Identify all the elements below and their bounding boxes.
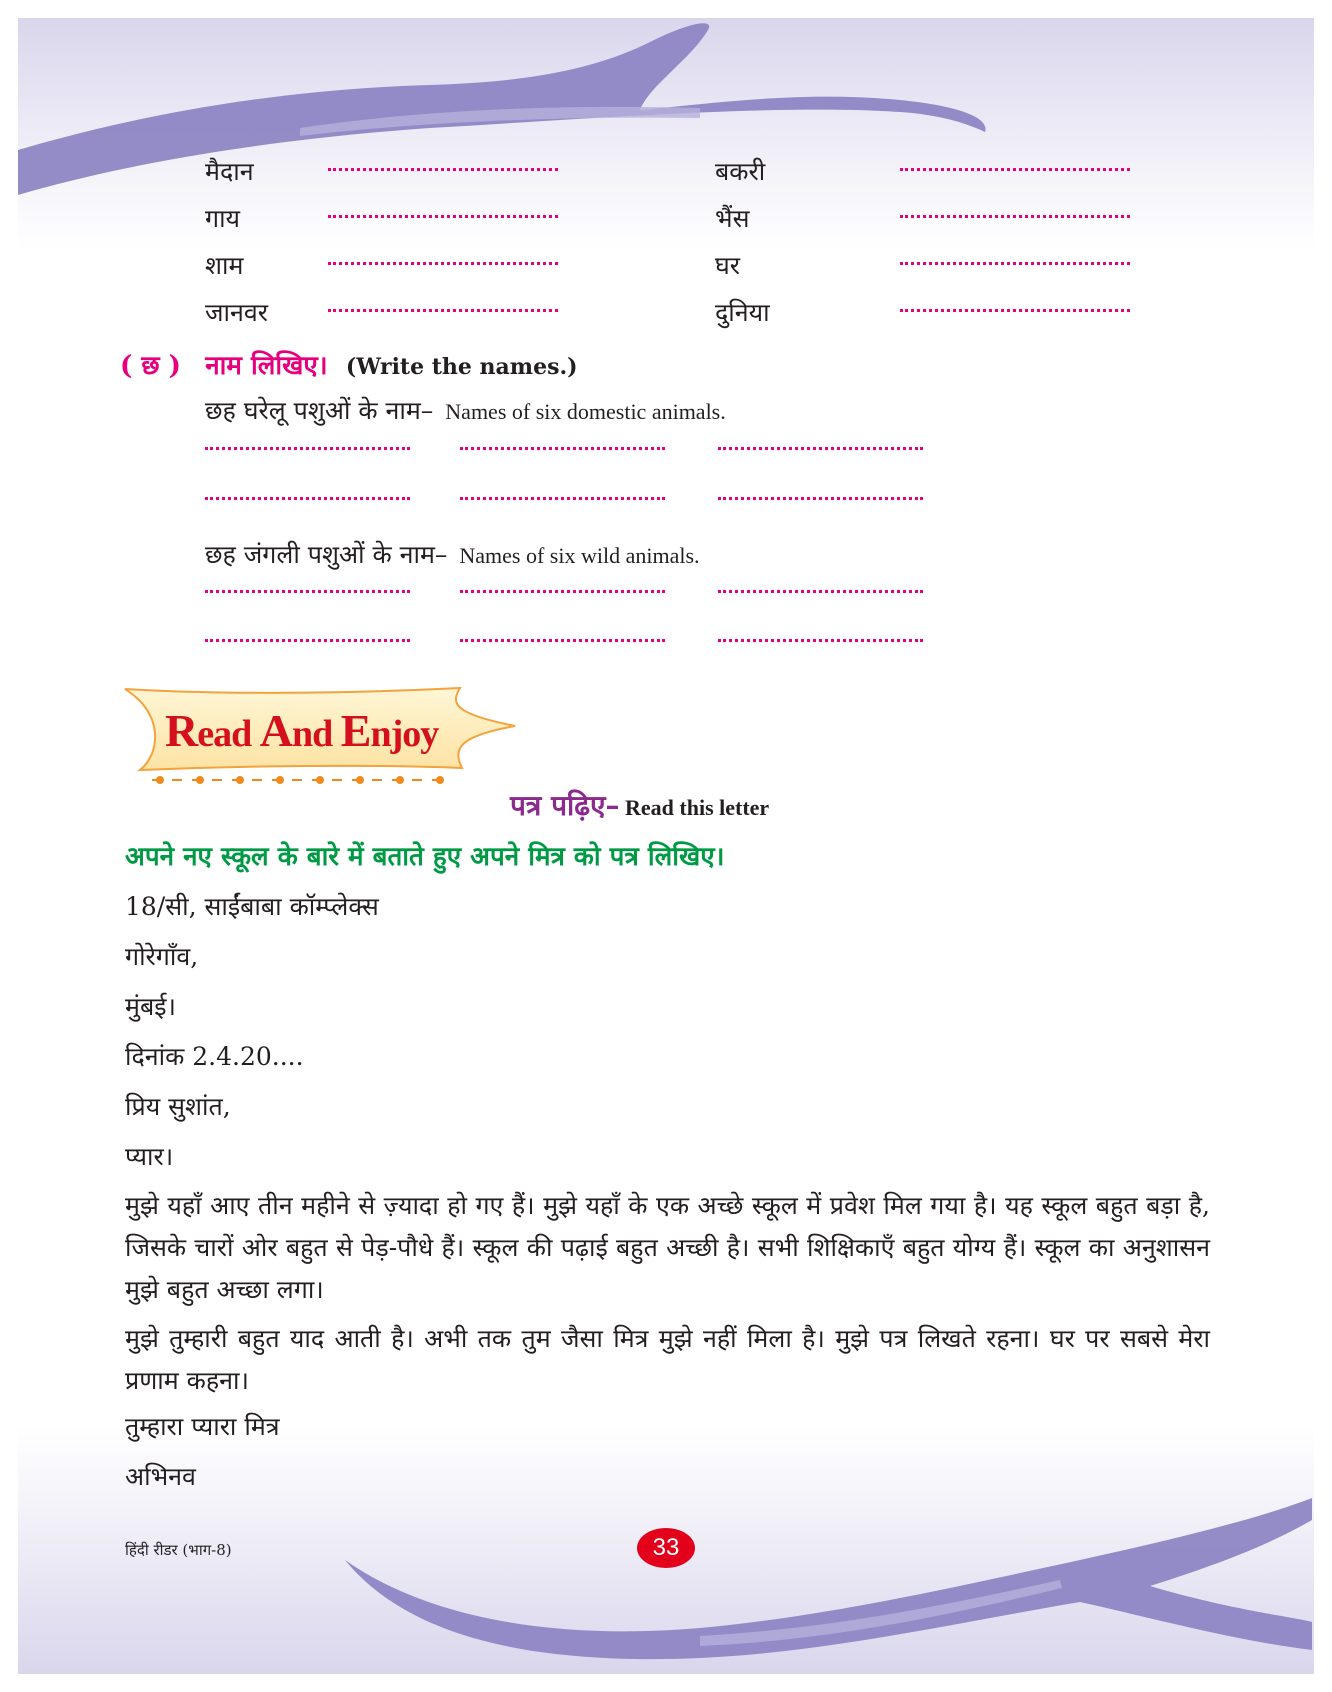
answer-dotted-line[interactable] [460, 590, 665, 593]
read-letter-heading-hindi: पत्र पढ़िए– [510, 789, 620, 822]
answer-dotted-line[interactable] [900, 309, 1130, 312]
vocab-word: दुनिया [715, 298, 770, 327]
letter-address-line: गोरेगाँव, [125, 942, 199, 971]
banner-letter: A [259, 705, 292, 756]
answer-dotted-line[interactable] [328, 262, 558, 265]
letter-date: दिनांक 2.4.20.... [125, 1042, 304, 1071]
bottom-decorative-swoosh [0, 1490, 1332, 1692]
banner-letter: E [340, 705, 371, 756]
answer-dotted-line[interactable] [460, 447, 665, 450]
answer-dotted-line[interactable] [900, 262, 1130, 265]
page-number-badge: 33 [637, 1528, 695, 1568]
letter-address-line: 18/सी, साईंबाबा कॉम्प्लेक्स [125, 892, 379, 921]
answer-dotted-line[interactable] [328, 168, 558, 171]
answer-dotted-line[interactable] [205, 497, 410, 500]
vocab-word: जानवर [205, 298, 269, 327]
banner-word: njoy [370, 713, 439, 755]
letter-paragraph: मुझे यहाँ आए तीन महीने से ज़्यादा हो गए हैं। मुझे यहाँ के एक अच्छे स्कूल में प्रवेश मिल गया है। यह स्कूल बहुत बड़ा है, जिसके चारों ओर बहुत से पेड़-पौधे हैं। स्कूल की पढ़ाई बहुत अच्छी है। सभी शिक्षिकाएँ बहुत योग्य हैं। स्कूल का अनुशासन मुझे बहुत अच्छा लगा। [125, 1191, 1210, 1304]
letter-paragraph: मुझे तुम्हारी बहुत याद आती है। अभी तक तुम जैसा मित्र मुझे नहीं मिला है। मुझे पत्र लिखते रहना। घर पर सबसे मेरा प्रणाम कहना। [125, 1324, 1210, 1395]
answer-dotted-line[interactable] [205, 639, 410, 642]
prompt-english: Names of six domestic animals. [445, 399, 726, 424]
vocabulary-grid [205, 152, 1165, 340]
answer-dotted-line[interactable] [718, 590, 923, 593]
answer-dotted-line[interactable] [718, 639, 923, 642]
section-title-hindi: नाम लिखिए। [205, 351, 328, 381]
prompt-hindi: छह घरेलू पशुओं के नाम– [205, 396, 434, 425]
answer-dotted-line[interactable] [205, 590, 410, 593]
vocab-word: शाम [205, 251, 244, 280]
letter-task-instruction: अपने नए स्कूल के बारे में बताते हुए अपने मित्र को पत्र लिखिए। [125, 842, 725, 872]
letter-greeting: प्यार। [125, 1142, 174, 1171]
answer-dotted-line[interactable] [900, 168, 1130, 171]
prompt-english: Names of six wild animals. [459, 543, 700, 568]
banner-word: nd [291, 713, 341, 755]
vocab-row [205, 199, 1165, 246]
banner-word: ead [197, 713, 260, 755]
letter-signature: अभिनव [125, 1462, 196, 1491]
letter-salutation: प्रिय सुशांत, [125, 1092, 231, 1121]
vocab-row [205, 246, 1165, 293]
prompt-hindi: छह जंगली पशुओं के नाम– [205, 540, 448, 569]
section-title-english: (Write the names.) [345, 354, 578, 380]
letter-address-line: मुंबई। [125, 992, 176, 1021]
answer-dotted-line[interactable] [718, 497, 923, 500]
answer-dotted-line[interactable] [328, 309, 558, 312]
letter-closing: तुम्हारा प्यारा मित्र [125, 1412, 280, 1441]
answer-dotted-line[interactable] [718, 447, 923, 450]
answer-dotted-line[interactable] [205, 447, 410, 450]
banner-letter: R [165, 705, 198, 756]
answer-dotted-line[interactable] [900, 215, 1130, 218]
footer-book-title: हिंदी रीडर (भाग-8) [125, 1541, 232, 1559]
vocab-row [205, 293, 1165, 340]
answer-dotted-line[interactable] [328, 215, 558, 218]
vocab-word: घर [715, 251, 741, 280]
section-heading-cha [120, 348, 578, 385]
vocab-word: गाय [205, 204, 241, 233]
vocab-word: बकरी [715, 157, 766, 186]
vocab-row [205, 152, 1165, 199]
vocab-word: मैदान [205, 157, 254, 186]
read-letter-heading-english: Read this letter [619, 795, 770, 820]
answer-dotted-line[interactable] [460, 639, 665, 642]
section-marker: ( छ ) [120, 351, 181, 381]
vocab-word: भैंस [715, 204, 750, 233]
domestic-animals-prompt [205, 394, 726, 429]
banner-title [165, 701, 438, 764]
read-letter-heading [510, 786, 769, 824]
wild-animals-prompt [205, 538, 700, 573]
answer-dotted-line[interactable] [460, 497, 665, 500]
